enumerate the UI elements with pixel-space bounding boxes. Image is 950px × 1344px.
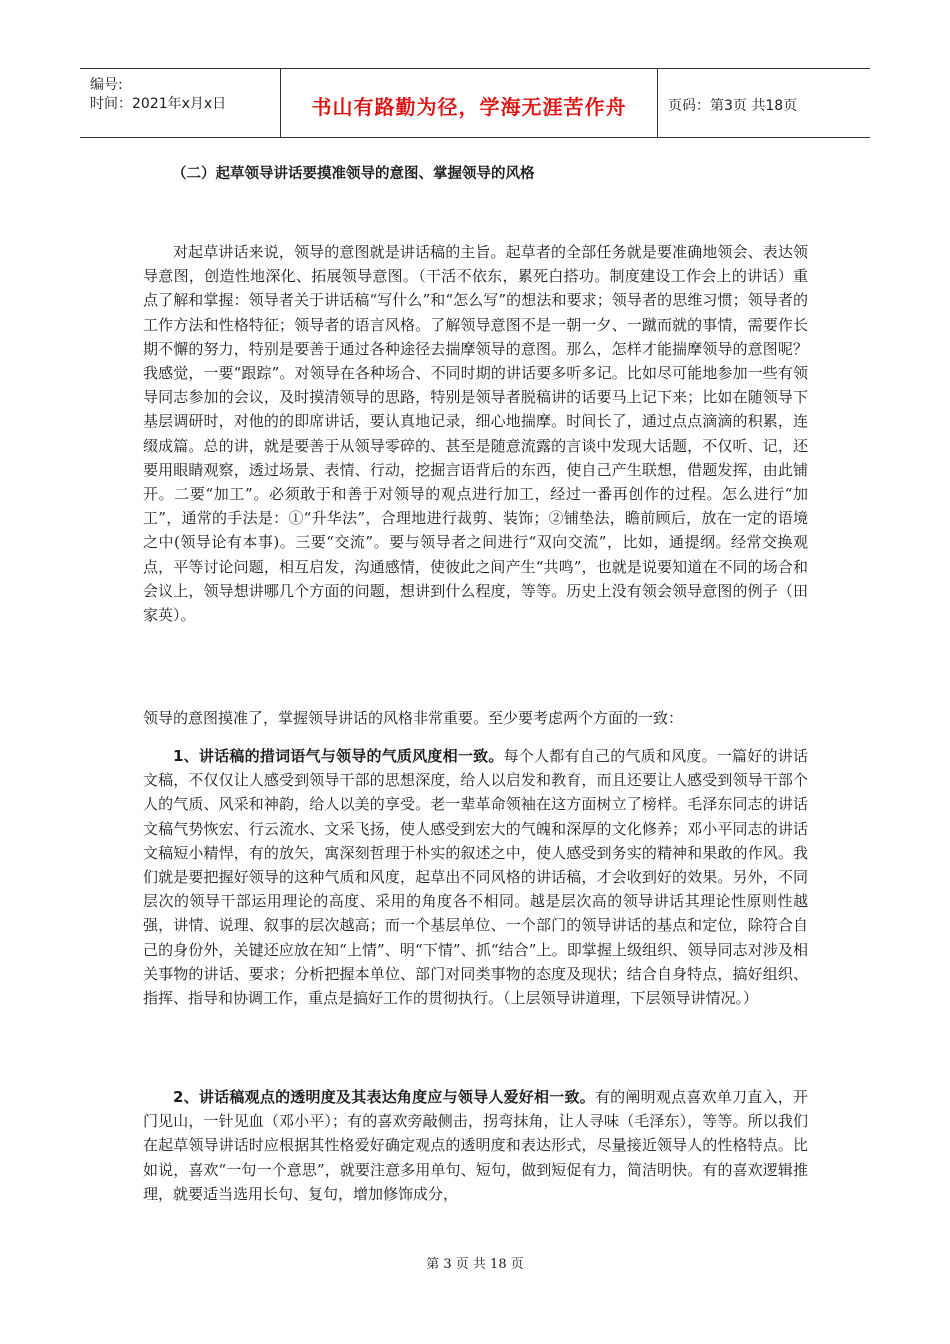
paragraph-3-heading: 1、讲话稿的措词语气与领导的气质风度相一致。 [173, 747, 504, 765]
paragraph-2: 领导的意图摸准了，掌握领导讲话的风格非常重要。至少要考虑两个方面的一致： [143, 709, 684, 727]
paragraph-4-body: 有的阐明观点喜欢单刀直入，开门见山，一针见血（邓小平）；有的喜欢旁敲侧击，拐弯抹角，让人寻味（毛泽东），等等。所以我们在起草领导讲话时应根据其性格爱好确定观点的透明度和表达形式，尽量接近领导人的性格特点。比如说，喜欢“一句一个意思”，就要注意多用单句、短句，做到短促有力，简洁明快。有的喜欢逻辑推理，就要适当选用长句、复句，增加修饰成分， [143, 1088, 808, 1203]
motto-text: 书山有路勤为径，学海无涯苦作舟 [311, 95, 627, 119]
header-motto-cell [281, 69, 658, 137]
paragraph-3-body: 每个人都有自己的气质和风度。一篇好的讲话文稿，不仅仅让人感受到领导干部的思想深度，给人以启发和教育，而且还要让人感受到领导干部个人的气质、风采和神韵，给人以美的享受。老一辈革命领袖在这方面树立了榜样。毛泽东同志的讲话文稿气势恢宏、行云流水、文采飞扬，使人感受到宏大的气魄和深厚的文化修养；邓小平同志的讲话文稿短小精悍，有的放矢，寓深刻哲理于朴实的叙述之中，使人感受到务实的精神和果敢的作风。我们就是要把握好领导的这种气质和风度，起草出不同风格的讲话稿，才会收到好的效果。另外，不同层次的领导干部运用理论的高度、采用的角度各不相同。越是层次高的领导讲话其理论性原则性越强，讲情、说理、叙事的层次越高；而一个基层单位、一个部门的领导讲话的基点和定位，除符合自己的身份外，关键还应放在知“上情”、明“下情”、抓“结合”上。即掌握上级组织、领导同志对涉及相关事物的讲话、要求；分析把握本单位、部门对同类事物的态度及现状；结合自身特点，搞好组织、指挥、指导和协调工作，重点是搞好工作的贯彻执行。（上层领导讲道理，下层领导讲情况。） [143, 747, 808, 1008]
header-table [80, 68, 870, 138]
paragraph-4-heading: 2、讲话稿观点的透明度及其表达角度应与领导人爱好相一致。 [173, 1088, 595, 1106]
section-title: （二）起草领导讲话要摸准领导的意图、掌握领导的风格 [172, 166, 535, 182]
header-left-cell [80, 69, 281, 137]
paragraph-4 [143, 1085, 808, 1206]
paragraph-3 [143, 744, 808, 1010]
number-label: 编号: [90, 77, 123, 93]
page-info: 页码：第3页 共18页 [668, 98, 798, 114]
page-footer: 第 3 页 共 18 页 [426, 1257, 524, 1272]
time-label: 时间：2021年x月x日 [90, 96, 227, 112]
paragraph-1: 对起草讲话来说，领导的意图就是讲话稿的主旨。起草者的全部任务就是要准确地领会、表达领导意图，创造性地深化、拓展领导意图。（干活不依东，累死白搭功。制度建设工作会上的讲话）重点了解和掌握：领导者关于讲话稿“写什么”和“怎么写”的想法和要求；领导者的思维习惯；领导者的工作方法和性格特征；领导者的语言风格。了解领导意图不是一朝一夕、一蹴而就的事情，需要作长期不懈的努力，特别是要善于通过各种途径去揣摩领导的意图。那么，怎样才能揣摩领导的意图呢？我感觉，一要“跟踪”。对领导在各种场合、不同时期的讲话要多听多记。比如尽可能地参加一些有领导同志参加的会议，及时摸清领导的思路，特别是领导者脱稿讲的话要马上记下来；比如在随领导下基层调研时，对他的的即席讲话，要认真地记录，细心地揣摩。时间长了，通过点点滴滴的积累，连缀成篇。总的讲，就是要善于从领导零碎的、甚至是随意流露的言谈中发现大话题，不仅听、记，还要用眼睛观察，透过场景、表情、行动，挖掘言语背后的东西，使自己产生联想，借题发挥，由此铺开。二要“加工”。必须敢于和善于对领导的观点进行加工，经过一番再创作的过程。怎么进行“加工”，通常的手法是：①“升华法”，合理地进行裁剪、装饰；②铺垫法，瞻前顾后，放在一定的语境之中(领导论有本事)。三要“交流”。要与领导者之间进行“双向交流”，比如，通提纲。经常交换观点，平等讨论问题，相互启发，沟通感情，使彼此之间产生“共鸣”，也就是说要知道在不同的场合和会议上，领导想讲哪几个方面的问题，想讲到什么程度，等等。历史上没有领会领导意图的例子（田家英）。 [143, 243, 808, 625]
header-page-cell [658, 69, 870, 137]
